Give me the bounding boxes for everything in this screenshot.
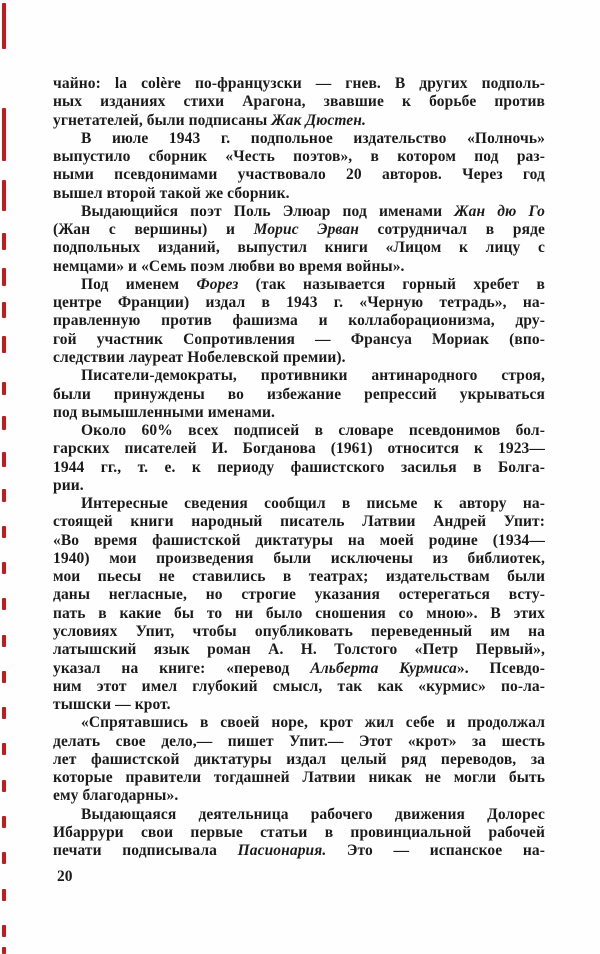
red-edge-dash: [2, 743, 6, 755]
text-line: [53, 404, 545, 422]
text-segment: правленную против фашизма и коллаборационизма, дру-: [53, 312, 545, 330]
text-line: [53, 751, 545, 769]
text-segment: подпольных изданий, выпустил книги «Лицом к лицу с: [53, 239, 545, 257]
text-segment: центре Франции) издал в 1943 г. «Черную тетрадь», на-: [53, 294, 545, 312]
text-line: [53, 203, 545, 221]
red-edge-dash: [2, 925, 6, 937]
red-edge-dash: [2, 707, 6, 719]
text-line: [53, 623, 545, 641]
red-edge-dash: [2, 598, 6, 610]
pseudonym-italic: Альберта Курмиса: [310, 659, 457, 677]
text-segment: были принуждены во избежание репрессий укрываться: [53, 385, 545, 403]
text-line: [53, 440, 545, 458]
text-segment: Писатели-демократы, противники антинародного строя,: [81, 367, 545, 385]
text-segment: пать в какие бы то ни было сношения со мною». В этих: [53, 604, 545, 622]
text-line: [53, 842, 545, 860]
text-segment: ными псевдонимами участвовало 20 авторов. Через год: [53, 166, 545, 184]
text-line: [53, 276, 545, 294]
text-line: [53, 806, 545, 824]
text-line: [53, 148, 545, 166]
red-edge-dash: [2, 302, 6, 318]
text-line: [53, 568, 545, 586]
text-segment: Интересные сведения сообщил в письме к автору на-: [81, 495, 545, 513]
scan-edge-marks: [0, 0, 10, 954]
text-segment: выпустило сборник «Честь поэтов», в котором под раз-: [53, 148, 545, 166]
red-edge-dash: [2, 947, 6, 954]
text-line: [53, 605, 545, 623]
text-segment: Около 60% всех подписей в словаре псевдонимов бол-: [81, 422, 545, 440]
text-segment: (так называется горный хребет в: [238, 275, 545, 293]
text-segment: чайно: la colère по-французски — гнев. В других подполь-: [53, 75, 545, 92]
red-edge-dash: [2, 635, 6, 647]
text-line: [53, 258, 545, 276]
text-segment: даны негласные, но строгие указания остерегаться всту-: [53, 586, 545, 604]
text-segment: делать свое дело,— пишет Упит.— Этот «крот» за шесть: [53, 732, 545, 750]
text-line: [53, 641, 545, 659]
text-line: [53, 112, 545, 130]
text-line: [53, 312, 545, 330]
text-segment: гой участник Сопротивления — Франсуа Мориак (впо-: [53, 330, 545, 348]
text-line: [53, 513, 545, 531]
red-edge-dash: [2, 780, 6, 792]
text-segment: «Во время фашистской диктатуры на моей родине (1934—: [53, 531, 545, 549]
red-edge-dash: [2, 3, 6, 49]
text-segment: условиях Упит, чтобы опубликовать переведенный им на: [53, 622, 545, 640]
text-segment: ним этот имел глубокий смысл, так как «курмис» по-ла-: [53, 677, 545, 695]
text-line: [53, 532, 545, 550]
text-line: [53, 586, 545, 604]
red-edge-dash: [2, 108, 6, 161]
red-edge-dash: [2, 852, 6, 864]
text-segment: тышски — крот.: [53, 696, 171, 714]
text-segment: немцами» и «Семь поэм любви во время войны».: [53, 257, 405, 275]
text-segment: Это — испанское на-: [326, 842, 545, 860]
pseudonym-italic: Жан дю Го: [454, 202, 545, 220]
text-segment: 1940) мои произведения были исключены из библиотек,: [53, 549, 545, 567]
text-segment: стоящей книги народный писатель Латвии Андрей Упит:: [53, 513, 545, 531]
text-line: [53, 459, 545, 477]
body-text: [53, 75, 545, 860]
text-segment: которые правители тогдашней Латвии никак не могли быть: [53, 769, 545, 787]
text-segment: печати подписывала: [53, 842, 238, 860]
red-edge-dash: [2, 489, 6, 502]
text-segment: рии.: [53, 476, 84, 494]
text-segment: угнетателей, были подписаны: [53, 111, 272, 129]
red-edge-dash: [2, 816, 6, 828]
pseudonym-italic: Пасионария.: [237, 842, 327, 860]
red-edge-dash: [2, 526, 6, 538]
text-line: [53, 824, 545, 842]
text-segment: гарских писателей И. Богданова (1961) относится к 1923—: [53, 440, 545, 458]
text-segment: ных изданиях стихи Арагона, звавшие к борьбе против: [53, 93, 545, 111]
text-line: [53, 678, 545, 696]
text-line: [53, 349, 545, 367]
text-segment: В июле 1943 г. подпольное издательство «Полночь»: [81, 129, 545, 147]
pseudonym-italic: Форез: [196, 275, 239, 293]
pseudonym-italic: Морис Эрван: [253, 221, 359, 239]
text-line: [53, 477, 545, 495]
text-segment: Ибаррури свои первые статьи в провинциальной рабочей: [53, 823, 545, 841]
red-edge-dash: [2, 268, 6, 286]
text-line: [53, 331, 545, 349]
text-segment: «Спрятавшись в своей норе, крот жил себе и продолжал: [81, 714, 545, 732]
text-line: [53, 130, 545, 148]
red-edge-dash: [2, 671, 6, 683]
red-edge-dash: [2, 233, 6, 250]
red-edge-dash: [2, 889, 6, 901]
text-line: [53, 769, 545, 787]
text-line: [53, 294, 545, 312]
text-line: [53, 495, 545, 513]
red-edge-dash: [2, 382, 6, 395]
text-segment: 1944 гг., т. е. к периоду фашистского засилья в Болга-: [53, 458, 545, 476]
text-line: [53, 166, 545, 184]
text-segment: лет фашистской диктатуры издал целый ряд переводов, за: [53, 750, 545, 768]
text-segment: Под именем: [81, 275, 197, 293]
red-edge-dash: [2, 180, 6, 211]
text-line: [53, 422, 545, 440]
text-segment: Выдающийся поэт Поль Элюар под именами: [81, 202, 455, 220]
red-edge-dash: [2, 562, 6, 574]
text-segment: ». Псевдо-: [456, 659, 545, 677]
text-line: [53, 550, 545, 568]
text-line: [53, 386, 545, 404]
text-line: [53, 733, 545, 751]
text-segment: (Жан с вершины) и: [53, 221, 254, 239]
red-edge-dash: [2, 336, 6, 353]
text-segment: сотрудничал в ряде: [358, 221, 545, 239]
text-segment: указал на книге: «перевод: [53, 659, 311, 677]
text-line: [53, 239, 545, 257]
text-segment: следствии лауреат Нобелевской премии).: [53, 348, 346, 366]
text-segment: ему благодарны».: [53, 787, 179, 805]
page-number: 20: [57, 868, 73, 885]
red-edge-dash: [2, 416, 6, 430]
text-line: [53, 93, 545, 111]
text-line: [53, 660, 545, 678]
text-segment: латышский язык роман А. Н. Толстого «Петр Первый»,: [53, 641, 545, 659]
text-line: [53, 185, 545, 203]
text-line: [53, 696, 545, 714]
text-line: [53, 787, 545, 805]
text-line: [53, 221, 545, 239]
text-line: [53, 367, 545, 385]
text-segment: Выдающаяся деятельница рабочего движения Долорес: [81, 805, 545, 823]
red-edge-dash: [2, 452, 6, 467]
text-segment: вышел второй такой же сборник.: [53, 184, 290, 202]
text-segment: мои пьесы не ставились в театрах; издательствам были: [53, 568, 545, 586]
text-line: [53, 714, 545, 732]
text-line: [53, 75, 545, 93]
text-segment: под вымышленными именами.: [53, 403, 275, 421]
pseudonym-italic: Жак Дюстен.: [271, 111, 366, 129]
